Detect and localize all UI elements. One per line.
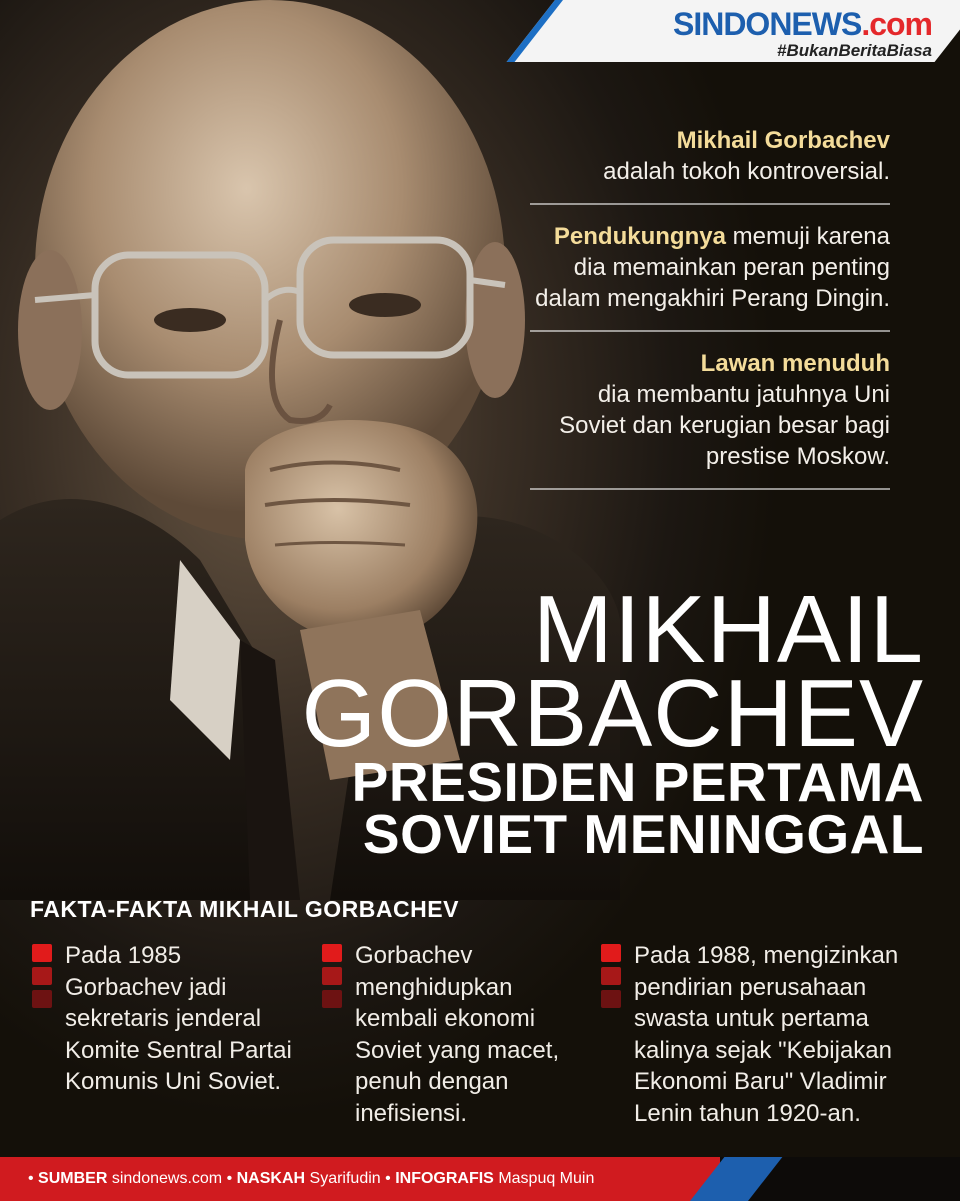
divider xyxy=(530,203,890,205)
bullet-marker xyxy=(32,944,54,1013)
info-item-3: Lawan menuduh dia membantu jatuhnya Uni Soviet dan kerugian besar bagi prestise Moskow. xyxy=(559,350,890,470)
info-item-2: Pendukungnya memuji karena dia memainkan peran penting dalam mengakhiri Perang Dingin. xyxy=(535,223,890,312)
fact-item-3: Pada 1988, mengizinkan pendirian perusahaan swasta untuk pertama kalinya sejak "Kebijakan Ekonomi Baru" Vladimir Lenin tahun 1920-an. xyxy=(601,940,931,1129)
bullet-marker xyxy=(601,944,623,1013)
logo-brand: SINDONEWS.com xyxy=(672,6,932,42)
fact-item-1: Pada 1985 Gorbachev jadi sekretaris jenderal Komite Sentral Partai Komunis Uni Soviet. xyxy=(32,940,297,1098)
bullet-marker xyxy=(322,944,344,1013)
divider xyxy=(530,488,890,490)
headline-subtitle: PRESIDEN PERTAMA SOVIET MENINGGAL xyxy=(351,751,924,865)
facts-title: FAKTA-FAKTA MIKHAIL GORBACHEV xyxy=(30,896,459,922)
footer-credits: • SUMBER sindonews.com • NASKAH Syarifudin • INFOGRAFIS Maspuq Muin xyxy=(28,1170,595,1187)
sindonews-logo xyxy=(673,6,932,61)
headline-name: MIKHAIL GORBACHEV xyxy=(301,576,924,767)
info-column xyxy=(530,125,890,506)
info-item-1: Mikhail Gorbachev adalah tokoh kontroversial. xyxy=(603,127,890,185)
logo-tagline: #BukanBeritaBiasa xyxy=(777,41,932,60)
divider xyxy=(530,330,890,332)
fact-item-2: Gorbachev menghidupkan kembali ekonomi Soviet yang macet, penuh dengan inefisiensi. xyxy=(322,940,577,1129)
